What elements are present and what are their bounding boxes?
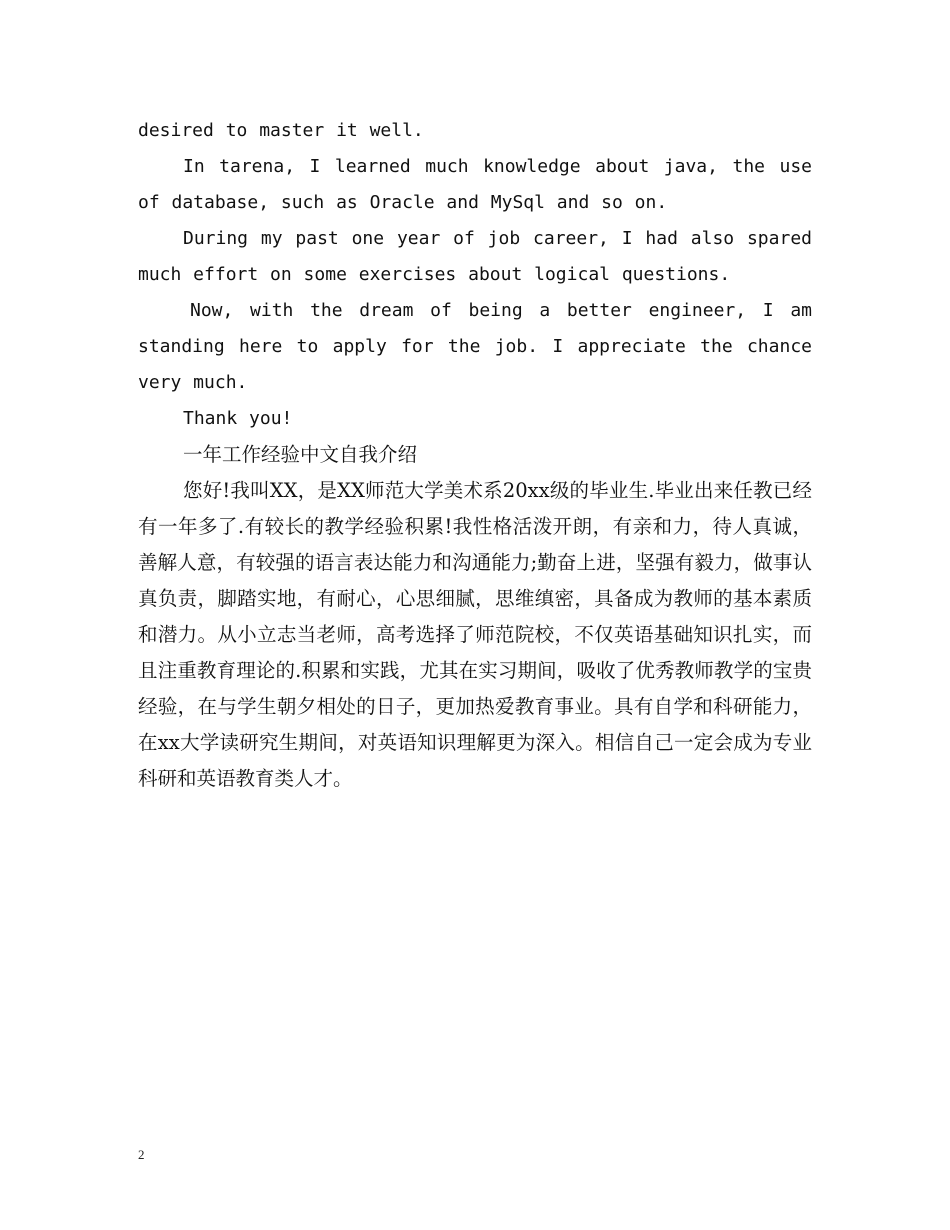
paragraph-tarena: In tarena, I learned much knowledge about java, the use of database, such as Oracle and MySql and so on. [138, 156, 812, 213]
paragraph-thanks: Thank you! [183, 408, 293, 429]
paragraph-chinese-intro: 您好!我叫XX，是XX师范大学美术系20xx级的毕业生.毕业出来任教已经有一年多了.有较长的教学经验积累!我性格活泼开朗，有亲和力，待人真诚，善解人意，有较强的语言表达能力和沟通能力;勤奋上进，坚强有毅力，做事认真负责，脚踏实地，有耐心，心思细腻，思维缜密，具备成为教师的基本素质和潜力。从小立志当老师，高考选择了师范院校，不仅英语基础知识扎实，而且注重教育理论的.积累和实践，尤其在实习期间，吸收了优秀教师教学的宝贵经验，在与学生朝夕相处的日子，更加热爱教育事业。具有自学和科研能力，在xx大学读研究生期间，对英语知识理解更为深入。相信自己一定会成为专业科研和英语教育类人才。 [138, 479, 812, 790]
document-body [138, 113, 812, 797]
paragraph-dream: Now, with the dream of being a better engineer, I am standing here to apply for the job. I appreciate the chance very much. [138, 300, 812, 393]
paragraph-job-career: During my past one year of job career, I had also spared much effort on some exercises about logical questions. [138, 228, 812, 285]
page-number: 2 [138, 1147, 145, 1162]
paragraph-continuation: desired to master it well. [138, 120, 424, 141]
section-heading: 一年工作经验中文自我介绍 [183, 443, 418, 466]
